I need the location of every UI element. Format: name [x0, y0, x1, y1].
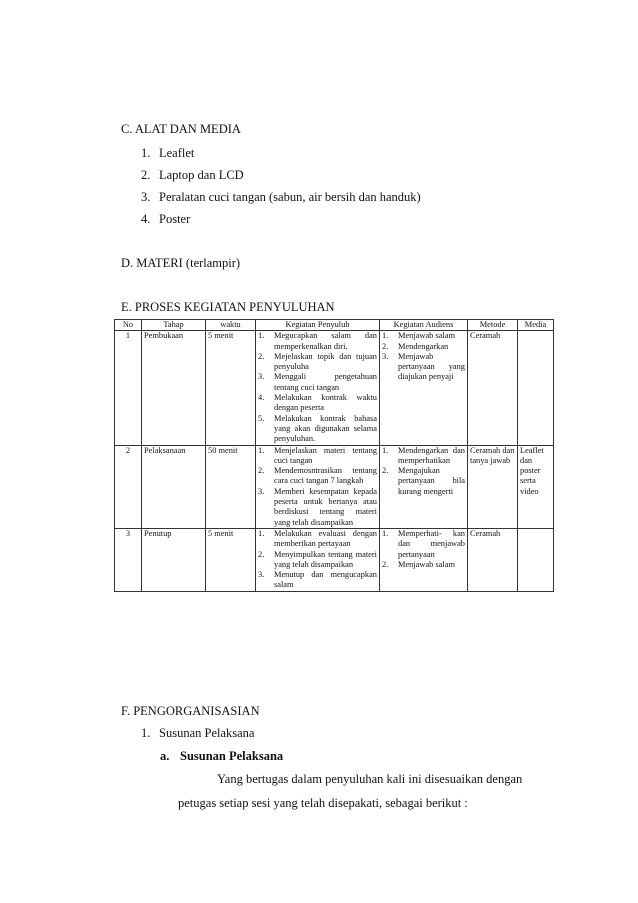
cell-media	[518, 528, 554, 591]
list-item: 1. Menjelaskan materi tentang cuci tangan	[258, 445, 377, 465]
list-item: 1. Melakukan evaluasi dengan memberikan pertayaan	[258, 528, 377, 549]
header-waktu: waktu	[206, 320, 256, 331]
list-item: 3. Memberi kesempatan kepada peserta untuk bertanya atau berdiskusi tentang materi yang telah disampaikan	[258, 486, 377, 527]
cell-waktu: 5 menit	[206, 528, 256, 591]
list-item: 2. Mejelaskan topik dan tujuan penyuluha	[258, 351, 377, 372]
cell-penyuluh	[256, 528, 380, 591]
cell-no: 2	[115, 445, 142, 528]
cell-audiens	[380, 528, 468, 591]
header-kegiatan-audiens: Kegiatan Audiens	[380, 320, 468, 331]
cell-media	[518, 331, 554, 445]
list-item: 2. Laptop dan LCD	[141, 168, 244, 182]
paragraph-line: petugas setiap sesi yang telah disepakati, sebagai berikut :	[178, 796, 468, 810]
cell-tahap: Penutup	[142, 528, 206, 591]
paragraph-line: Yang bertugas dalam penyuluhan kali ini disesuaikan dengan	[217, 772, 523, 786]
cell-waktu: 50 menit	[206, 445, 256, 528]
cell-audiens	[380, 331, 468, 445]
cell-audiens	[380, 445, 468, 528]
cell-media: Leaflet dan poster serta video	[518, 445, 554, 528]
list-item: 1. Susunan Pelaksana	[141, 726, 255, 740]
section-f-heading: F. PENGORGANISASIAN	[121, 704, 260, 718]
list-item: 2. Mendengarkan	[382, 341, 449, 351]
cell-no: 3	[115, 528, 142, 591]
list-item: 2. Menjawab salam	[382, 559, 455, 569]
cell-no: 1	[115, 331, 142, 445]
cell-penyuluh	[256, 331, 380, 445]
cell-waktu: 5 menit	[206, 331, 256, 445]
list-item: 2. Mendemosntrasikan tentang cara cuci tangan 7 langkah	[258, 466, 377, 486]
list-item: 3. Peralatan cuci tangan (sabun, air bersih dan handuk)	[141, 190, 421, 204]
list-item: 4. Poster	[141, 212, 191, 226]
section-c-heading: C. ALAT DAN MEDIA	[121, 122, 241, 136]
subheading: a. Susunan Pelaksana	[160, 749, 284, 763]
cell-metode: Ceramah dan tanya jawab	[468, 445, 518, 528]
list-item: 4. Melakukan kontrak waktu dengan peserta	[258, 393, 377, 413]
cell-tahap: Pelaksanaan	[142, 445, 206, 528]
table-row	[115, 445, 554, 528]
list-item: 3. Menggali pengetahuan tentang cuci tangan	[258, 372, 377, 392]
list-item: 1. Leaflet	[141, 146, 195, 160]
header-tahap: Tahap	[142, 320, 206, 331]
section-e-heading: E. PROSES KEGIATAN PENYULUHAN	[121, 300, 335, 314]
table-header-row	[115, 320, 554, 331]
header-kegiatan-penyuluh: Kegiatan Penyuluh	[256, 320, 380, 331]
list-item: 1. Megucapkan salam dan memperkenalkan diri.	[258, 331, 377, 351]
cell-metode: Ceramah	[468, 331, 518, 445]
header-no: No	[115, 320, 142, 331]
list-item: 1. Memperhati- kan dan menjawab pertanyaan	[382, 528, 465, 559]
list-item: 2. Mengajukan pertanyaan bila kurang mengerti	[382, 466, 465, 496]
list-item: 1. Mendengarkan dan memperhatikan	[382, 445, 465, 465]
cell-tahap: Pembukaan	[142, 331, 206, 445]
cell-penyuluh	[256, 445, 380, 528]
activity-table	[114, 319, 554, 592]
section-d-heading: D. MATERI (terlampir)	[121, 256, 241, 270]
cell-metode: Ceramah	[468, 528, 518, 591]
list-item: 2. Menyimpulkan tentang materi yang telah disampaikan	[258, 549, 377, 569]
list-item: 5. Melakukan kontrak bahasa yang akan digunakan selama penyuluhan.	[258, 413, 377, 444]
table-row	[115, 528, 554, 591]
list-item: 3. Menjawab pertanyaan yang diajukan penyaji	[382, 351, 465, 382]
header-metode: Metode	[468, 320, 518, 331]
list-item: 1. Menjawab salam	[382, 331, 455, 341]
header-media: Media	[518, 320, 554, 331]
table-row	[115, 331, 554, 445]
list-item: 3. Menutup dan mengucapkan salam	[258, 570, 377, 590]
